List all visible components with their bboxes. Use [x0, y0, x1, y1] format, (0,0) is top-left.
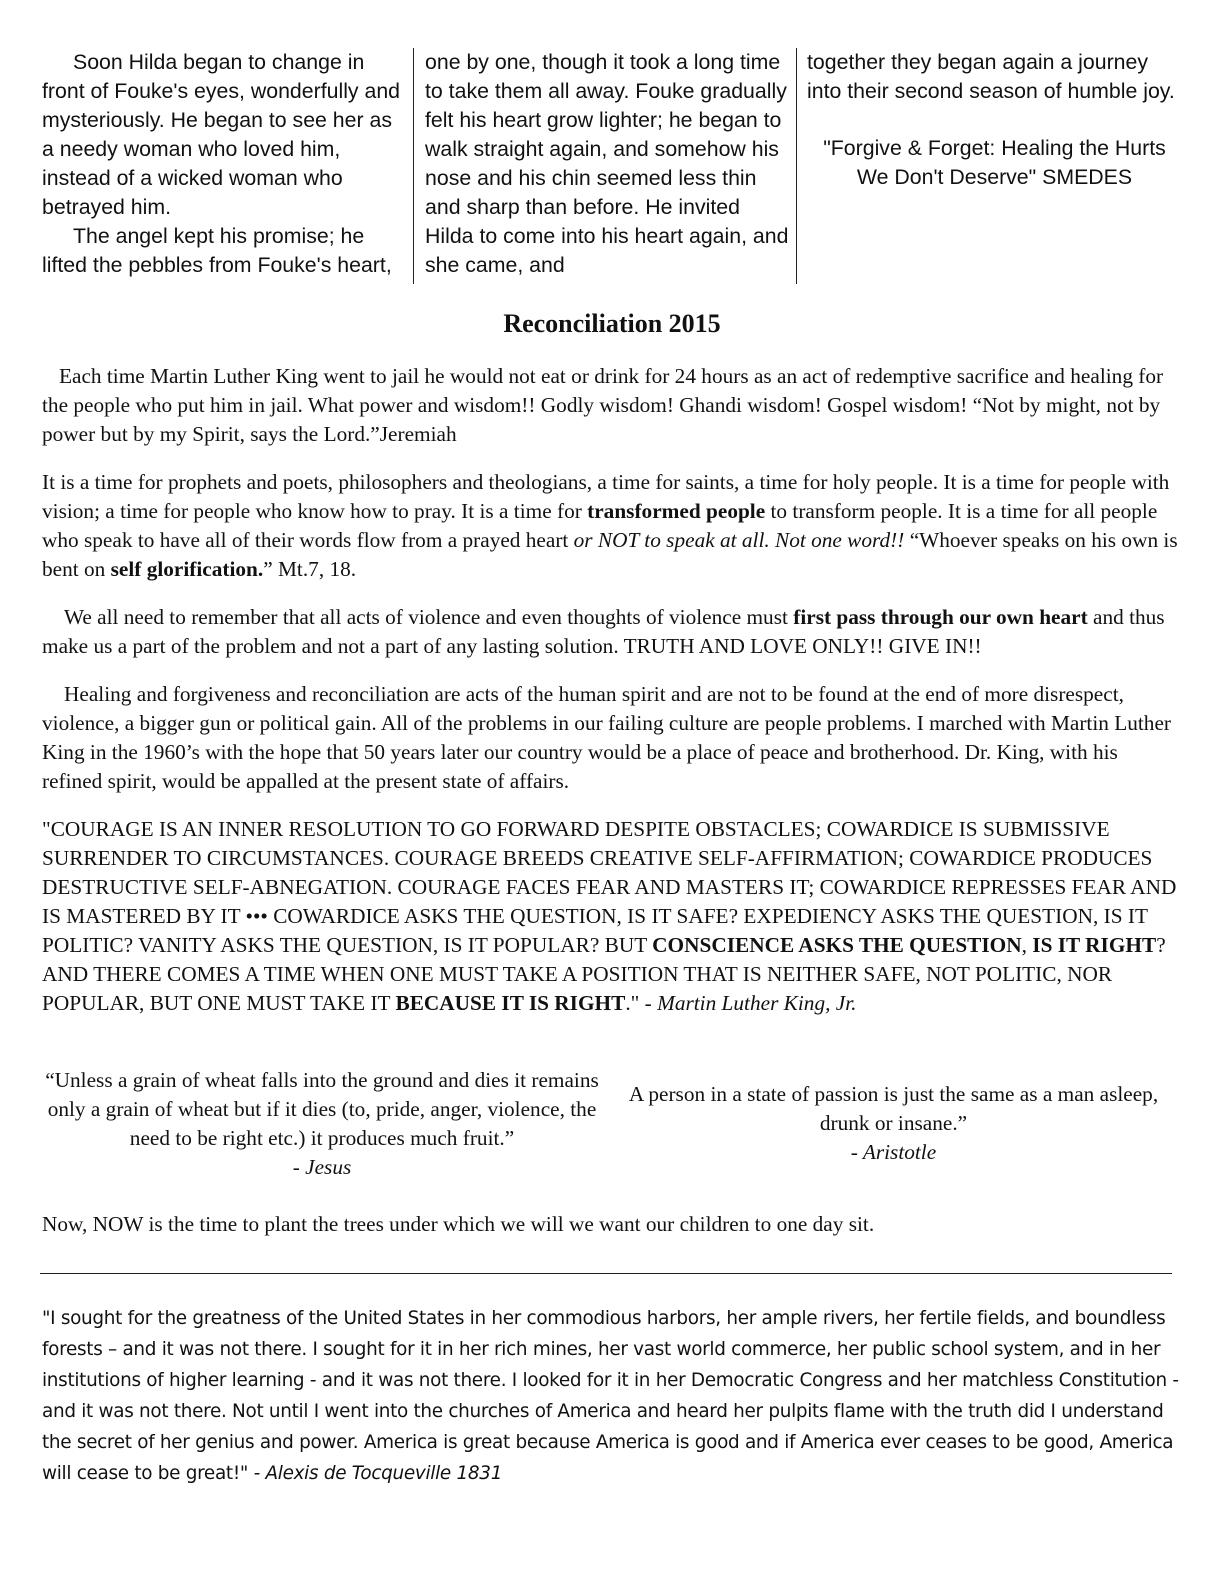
closing-line: Now, NOW is the time to plant the trees under which we will we want our children to one day sit. [42, 1212, 875, 1236]
story-paragraph: one by one, though it took a long time to take them all away. Fouke gradually felt his heart grow lighter; he began to walk straight again, and somehow his nose and his chin seemed less thin and sharp than before. He invited Hilda to come into his heart again, and she came, and [425, 50, 789, 277]
story-columns [42, 48, 1182, 284]
paragraph-mlk-jail: Each time Martin Luther King went to jail he would not eat or drink for 24 hours as an act of redemptive sacrifice and healing for the people who put him in jail. What power and wisdom!! Godly wisdom! Ghandi wisdom! Gospel wisdom! “Not by might, not by power but by my Spirit, says the Lord.”Jeremiah [42, 364, 1164, 446]
article-body [42, 362, 1182, 1037]
paragraph-healing: Healing and forgiveness and reconciliation are acts of the human spirit and are not to be found at the end of more disrespect, violence, a bigger gun or political gain. All of the problems in our failing culture are people problems. I marched with Martin Luther King in the 1960’s with the hope that 50 years later our country would be a place of peace and brotherhood. Dr. King, with his refined spirit, would be appalled at the present state of affairs. [42, 682, 1171, 793]
paragraph-time-for: It is a time for prophets and poets, philosophers and theologians, a time for saints, a time for holy people. It is a time for people with vision; a time for people who know how to pray. It is a time for transformed people to transform people. It is a time for all people who speak to have all of their words flow from a prayed heart or NOT to speak at all. Not one word!! “Whoever speaks on his own is bent on self glorification.” Mt.7, 18. [42, 470, 1178, 581]
story-paragraph: The angel kept his promise; he lifted the pebbles from Fouke's heart, [42, 224, 392, 277]
quote-attribution: - Jesus [292, 1155, 352, 1179]
paragraph-violence: We all need to remember that all acts of violence and even thoughts of violence must first pass through our own heart and thus make us a part of the problem and not a part of any lasting solution. TRUTH AND LOVE ONLY!! GIVE IN!! [42, 605, 1165, 658]
quote-attribution: - Alexis de Tocqueville 1831 [253, 1463, 503, 1484]
page-title: Reconciliation 2015 [503, 309, 721, 338]
aristotle-quote: A person in a state of passion is just the same as a man asleep, drunk or insane.” - Aristotle [628, 1082, 1159, 1164]
story-paragraph: together they began again a journey into their second season of humble joy. [807, 50, 1175, 103]
side-by-side-quotes [42, 1066, 1182, 1186]
story-column-2 [414, 48, 797, 284]
story-paragraph: Soon Hilda began to change in front of Fouke's eyes, wonderfully and mysteriously. He began to see her as a needy woman who loved him, instead of a wicked woman who betrayed him. [42, 50, 401, 219]
jesus-quote: “Unless a grain of wheat falls into the ground and dies it remains only a grain of wheat but if it dies (to, pride, anger, violence, the need to be right etc.) it produces much fruit.” - Jesus [45, 1068, 599, 1179]
story-column-3 [797, 48, 1182, 284]
quote-attribution: - Martin Luther King, Jr. [644, 991, 857, 1015]
mlk-courage-quote: "COURAGE IS AN INNER RESOLUTION TO GO FORWARD DESPITE OBSTACLES; COWARDICE IS SUBMISSIVE SURRENDER TO CIRCUMSTANCES. COURAGE BREEDS CREATIVE SELF-AFFIRMATION; COWARDICE PRODUCES DESTRUCTIVE SELF-ABNEGATION. COURAGE FACES FEAR AND MASTERS IT; COWARDICE REPRESSES FEAR AND IS MASTERED BY IT ••• COWARDICE ASKS THE QUESTION, IS IT SAFE? EXPEDIENCY ASKS THE QUESTION, IS IT POLITIC? VANITY ASKS THE QUESTION, IS IT POPULAR? BUT CONSCIENCE ASKS THE QUESTION, IS IT RIGHT? AND THERE COMES A TIME WHEN ONE MUST TAKE A POSITION THAT IS NEITHER SAFE, NOT POLITIC, NOR POPULAR, BUT ONE MUST TAKE IT BECAUSE IT IS RIGHT." - Martin Luther King, Jr. [42, 817, 1177, 1015]
book-citation: "Forgive & Forget: Healing the Hurts We Don't Deserve" SMEDES [823, 136, 1166, 189]
horizontal-divider [40, 1273, 1172, 1274]
quote-attribution: - Aristotle [850, 1140, 937, 1164]
story-column-1 [42, 48, 414, 284]
tocqueville-quote: "I sought for the greatness of the United States in her commodious harbors, her ample rivers, her fertile fields, and boundless forests – and it was not there. I sought for it in her rich mines, her vast world commerce, her public school system, and in her institutions of higher learning - and it was not there. I looked for it in her Democratic Congress and her matchless Constitution - and it was not there. Not until I went into the churches of America and heard her pulpits flame with the truth did I understand the secret of her genius and power. America is great because America is good and if America ever ceases to be good, America will cease to be great!" - Alexis de Tocqueville 1831 [42, 1308, 1179, 1484]
